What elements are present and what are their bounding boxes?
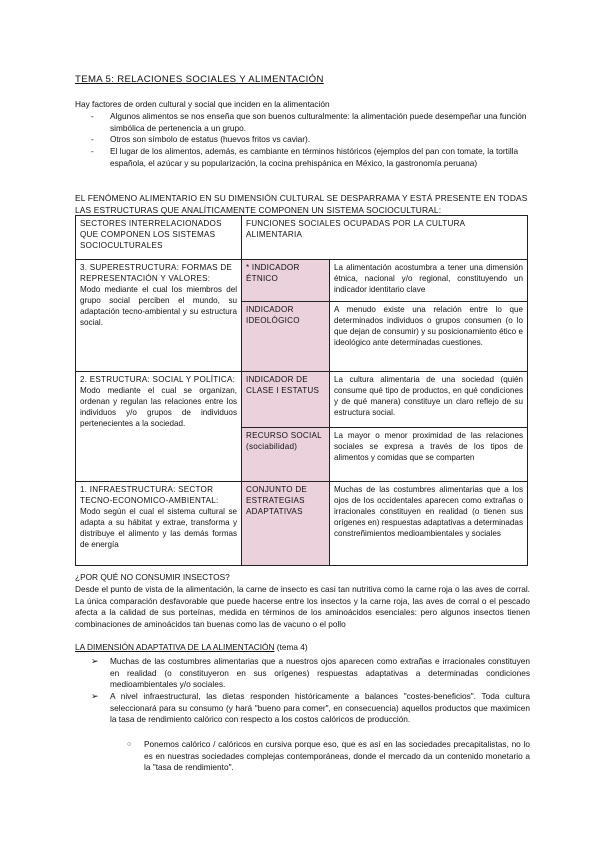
clase-label: INDICADOR DE CLASE I ESTATUS <box>242 372 330 428</box>
infra-title: 1. INFRAESTRUCTURA: SECTOR TECNO-ECONOMICO-AMBIENTAL: <box>80 485 219 505</box>
etnico-label: * INDICADOR ÉTNICO <box>242 260 330 302</box>
arrow-bullet-icon: ➢ <box>91 691 99 701</box>
adaptativas-text: Muchas de las costumbres alimentarias que a los ojos de los occidentales aparecen como extrañas o irracionales constituyen en realidad (o tienen sus orígenes en) respuestas adaptativas a determinadas constreñimientos medioambientales y sociales <box>330 482 528 566</box>
superestructura-cell <box>76 260 242 372</box>
estructura-desc: Modo mediante el cual se organizan, ordenan y regulan las relaciones entre los individuos y/o grupos de individuos pertenecientes a la sociedad. <box>80 385 237 428</box>
table-header-functions: FUNCIONES SOCIALES OCUPADAS POR LA CULTURA ALIMENTARIA <box>242 216 528 260</box>
insects-heading: ¿POR QUÉ NO CONSUMIR INSECTOS? <box>75 572 230 582</box>
adaptive-heading <box>75 642 530 654</box>
adaptativas-label: CONJUNTO DE ESTRATEGIAS ADAPTATIVAS <box>242 482 330 566</box>
intro-text: Hay factores de orden cultural y social que inciden en la alimentación <box>75 99 330 109</box>
intro-bullet: Otros son símbolo de estatus (huevos fritos vs caviar). <box>110 134 311 144</box>
page-title: TEMA 5: RELACIONES SOCIALES Y ALIMENTACIÓN <box>75 74 324 85</box>
estructura-title: 2. ESTRUCTURA: SOCIAL Y POLÍTICA: <box>80 375 236 384</box>
table-intro: EL FENÓMENO ALIMENTARIO EN SU DIMENSIÓN CULTURAL SE DESPARRAMA Y ESTÁ PRESENTE EN TODAS LAS ESTRUCTURAS QUE ANALÍTICAMENTE COMPONEN UN SISTEMA SOCIOCULTURAL: <box>75 193 528 215</box>
adaptive-bullet: Muchas de las costumbres alimentarias que a nuestros ojos aparecen como extrañas e irracionales constituyen en realidad (o constituyeron en sus orígenes) respuestas adaptativas a determinadas condiciones medioambientales y/o sociales. <box>110 656 530 690</box>
circle-bullet-icon: ○ <box>127 741 132 748</box>
estructura-cell <box>76 372 242 482</box>
ideologico-text: A menudo existe una relación entre lo que determinados individuos o grupos consumen (o lo que dejan de consumir) y su posicionamiento ético e ideológico ante determinadas cuestiones. <box>330 302 528 372</box>
infra-desc: Modo según el cual el sistema cultural se adapta a su hábitat y extrae, transforma y distribuye el alimento y las demás formas de energía <box>80 506 237 549</box>
arrow-bullet-icon: ➢ <box>91 656 99 666</box>
recurso-text: La mayor o menor proximidad de las relaciones sociales se expresa a través de los tipos de alimentos y comidas que se comparten <box>330 428 528 482</box>
intro-bullet: Algunos alimentos se nos enseña que son buenos culturalmente: la alimentación puede desempeñar una función simbólica de pertenencia a un grupo. <box>110 111 527 133</box>
bullet-marker: - <box>91 111 94 121</box>
insects-paragraph: Desde el punto de vista de la alimentación, la carne de insecto es casi tan nutritiva como la carne roja o las aves de corral. La única comparación desfavorable que puede hacerse entre los insectos y la carne roja, las aves de corral o el pescado afecta a la calidad de sus porteínas, medida en términos de los aminoácidos esenciales: pero algunos insectos tienen combinaciones de aminoácidos tan buenas como las de vacuno o el pollo <box>75 584 530 629</box>
clase-text: La cultura alimentaria de una sociedad (quién consume qué tipo de productos, en qué condiciones y de qué manera) constituye un claro reflejo de su estructura social. <box>330 372 528 428</box>
superestructura-desc: Modo mediante el cual los miembros del grupo social perciben el mundo, su adaptación tecno-ambiental y su estructura social. <box>80 284 237 327</box>
superestructura-title: 3. SUPERESTRUCTURA: FORMAS DE REPRESENTACIÓN Y VALORES: <box>80 263 233 283</box>
intro-bullet: El lugar de los alimentos, además, es cambiante en términos históricos (ejemplos del pan con tomate, la tortilla española, el azúcar y su popularización, la cocina prehispánica en México, la gastronomía peruana) <box>110 146 519 168</box>
sociocultural-table <box>75 215 528 566</box>
infra-cell <box>76 482 242 566</box>
adaptive-heading-suffix: (tema 4) <box>274 642 308 652</box>
table-header-sectors: SECTORES INTERRELACIONADOS QUE COMPONEN LOS SISTEMAS SOCIOCULTURALES <box>76 216 242 260</box>
recurso-label: RECURSO SOCIAL (sociabilidad) <box>242 428 330 482</box>
adaptive-heading-main: LA DIMENSIÓN ADAPTATIVA DE LA ALIMENTACIÓN <box>75 642 275 652</box>
adaptive-bullet: A nivel infraestructural, las dietas responden históricamente a balances "costes-beneficios". Toda cultura seleccionará para su consumo (y hará "bueno para comer", en consecuencia) aquellos productos que maximicen la tasa de rendimiento calórico con respecto a los costos calóricos de producción. <box>110 691 530 725</box>
etnico-text: La alimentación acostumbra a tener una dimensión étnica, nacional y/o regional, constituyendo un indicador identitario clave <box>330 260 528 302</box>
bullet-marker: - <box>91 146 94 156</box>
bullet-marker: - <box>91 134 94 144</box>
ideologico-label: INDICADOR IDEOLÓGICO <box>242 302 330 372</box>
sub-bullet: Ponemos calórico / calóricos en cursiva porque eso, que es así en las sociedades precapitalistas, no lo es en nuestras sociedades complejas contemporáneas, donde el mercado da un contenido monetario a la "tasa de rendimiento". <box>144 739 530 773</box>
